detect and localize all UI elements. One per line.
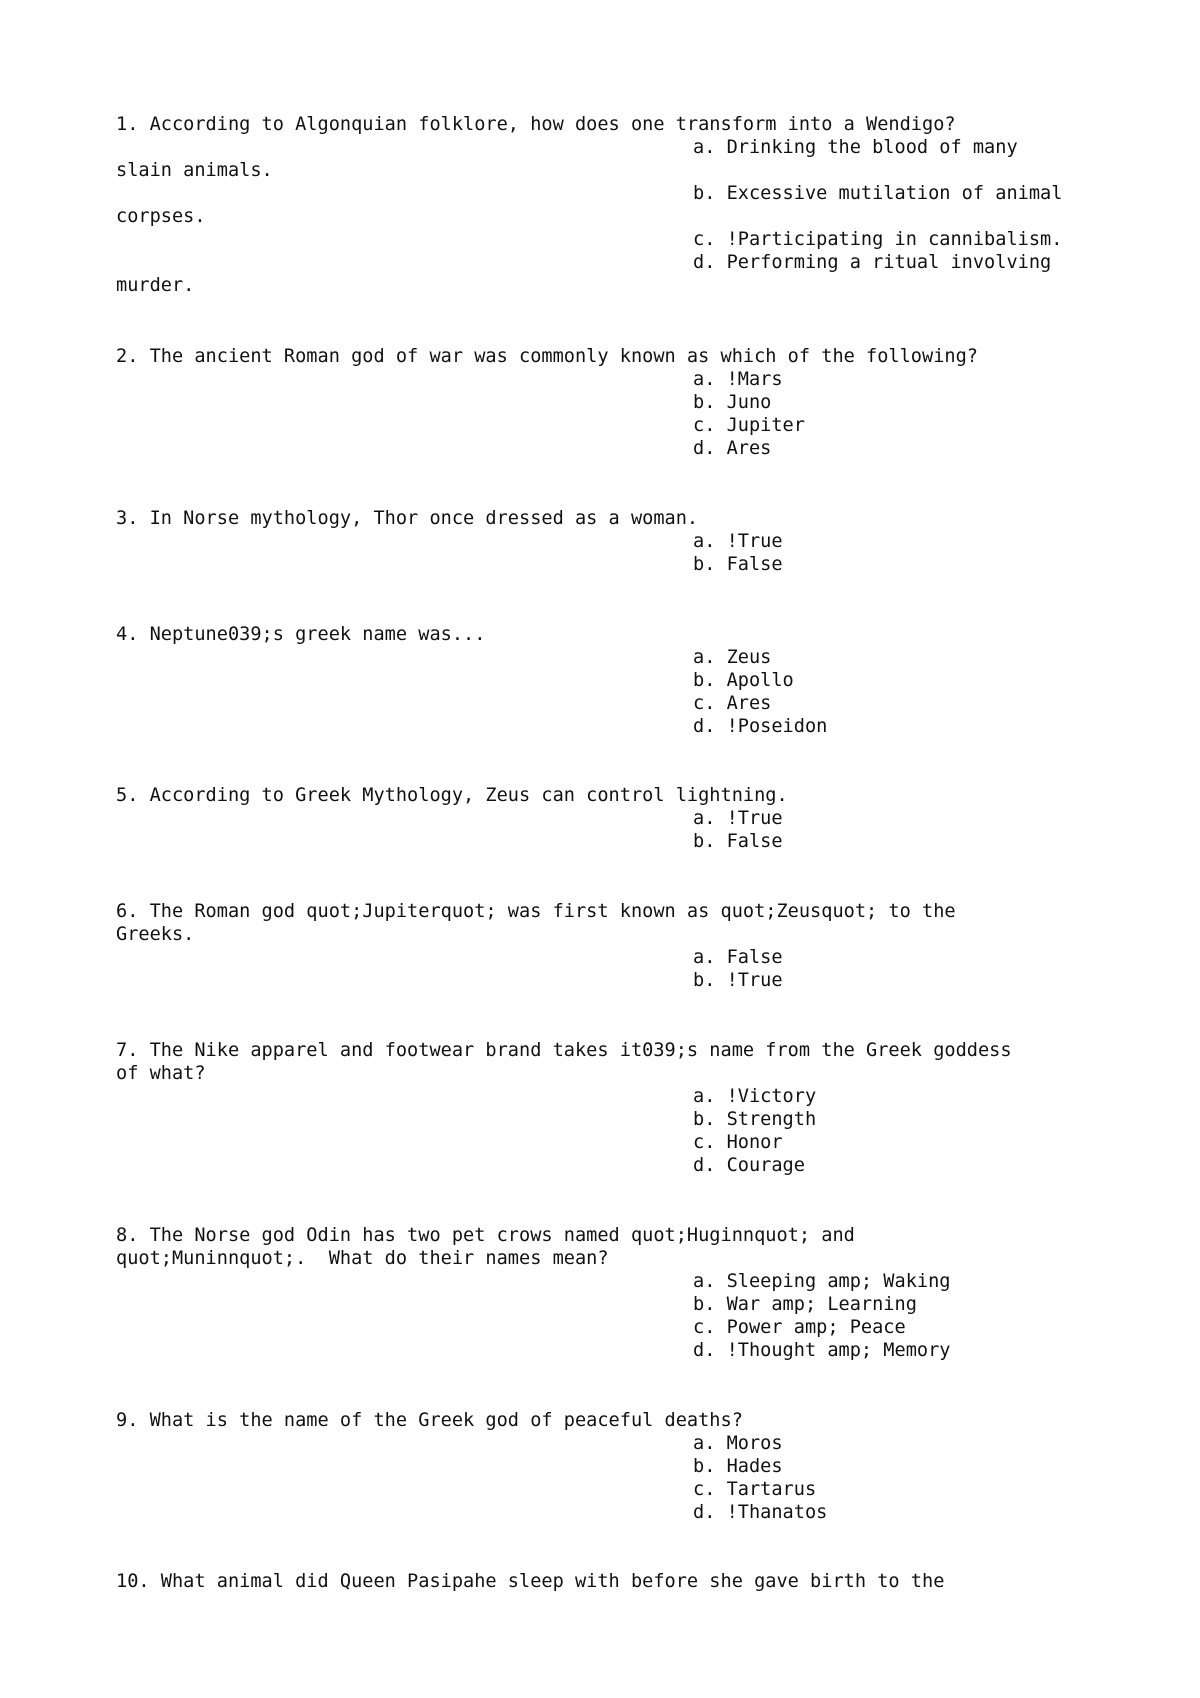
question-5-option: b. False xyxy=(693,831,783,852)
question-6-option: b. !True xyxy=(693,970,783,991)
question-4-text: 4. Neptune039;s greek name was... xyxy=(116,624,486,645)
question-2-text: 2. The ancient Roman god of war was commonly known as which of the following? xyxy=(116,346,978,367)
question-4-option: d. !Poseidon xyxy=(693,716,828,737)
question-5-text: 5. According to Greek Mythology, Zeus can control lightning. xyxy=(116,785,788,806)
question-8-option: c. Power amp; Peace xyxy=(693,1317,906,1338)
question-1-option-wrap: murder. xyxy=(116,275,195,296)
question-7-option: a. !Victory xyxy=(693,1086,817,1107)
question-1-option: b. Excessive mutilation of animal xyxy=(693,183,1063,204)
question-7-option: c. Honor xyxy=(693,1132,783,1153)
question-9-option: d. !Thanatos xyxy=(693,1502,828,1523)
question-6-text: Greeks. xyxy=(116,924,195,945)
question-8-option: a. Sleeping amp; Waking xyxy=(693,1271,951,1292)
question-3-option: b. False xyxy=(693,554,783,575)
question-9-text: 9. What is the name of the Greek god of peaceful deaths? xyxy=(116,1410,743,1431)
question-8-text: 8. The Norse god Odin has two pet crows named quot;Huginnquot; and xyxy=(116,1225,855,1246)
question-4-option: a. Zeus xyxy=(693,647,772,668)
question-1-option: a. Drinking the blood of many xyxy=(693,137,1018,158)
question-7-option: d. Courage xyxy=(693,1155,805,1176)
question-1-option: c. !Participating in cannibalism. xyxy=(693,229,1063,250)
question-4-option: c. Ares xyxy=(693,693,772,714)
question-8-option: d. !Thought amp; Memory xyxy=(693,1340,951,1361)
question-3-option: a. !True xyxy=(693,531,783,552)
question-7-text: 7. The Nike apparel and footwear brand takes it039;s name from the Greek goddess xyxy=(116,1040,1012,1061)
question-3-text: 3. In Norse mythology, Thor once dressed as a woman. xyxy=(116,508,699,529)
question-7-option: b. Strength xyxy=(693,1109,817,1130)
question-9-option: b. Hades xyxy=(693,1456,783,1477)
question-9-option: c. Tartarus xyxy=(693,1479,817,1500)
question-5-option: a. !True xyxy=(693,808,783,829)
question-8-option: b. War amp; Learning xyxy=(693,1294,917,1315)
question-6-option: a. False xyxy=(693,947,783,968)
question-6-text: 6. The Roman god quot;Jupiterquot; was first known as quot;Zeusquot; to the xyxy=(116,901,956,922)
question-1-option: d. Performing a ritual involving xyxy=(693,252,1052,273)
question-2-option: c. Jupiter xyxy=(693,415,805,436)
question-2-option: a. !Mars xyxy=(693,369,783,390)
question-1-option-wrap: slain animals. xyxy=(116,160,273,181)
question-10-text: 10. What animal did Queen Pasipahe sleep with before she gave birth to the xyxy=(116,1571,945,1592)
question-9-option: a. Moros xyxy=(693,1433,783,1454)
question-1-text: 1. According to Algonquian folklore, how does one transform into a Wendigo? xyxy=(116,114,956,135)
question-2-option: b. Juno xyxy=(693,392,772,413)
question-1-option-wrap: corpses. xyxy=(116,206,206,227)
question-4-option: b. Apollo xyxy=(693,670,794,691)
question-7-text: of what? xyxy=(116,1063,206,1084)
question-8-text: quot;Muninnquot;. What do their names mean? xyxy=(116,1248,609,1269)
question-2-option: d. Ares xyxy=(693,438,772,459)
